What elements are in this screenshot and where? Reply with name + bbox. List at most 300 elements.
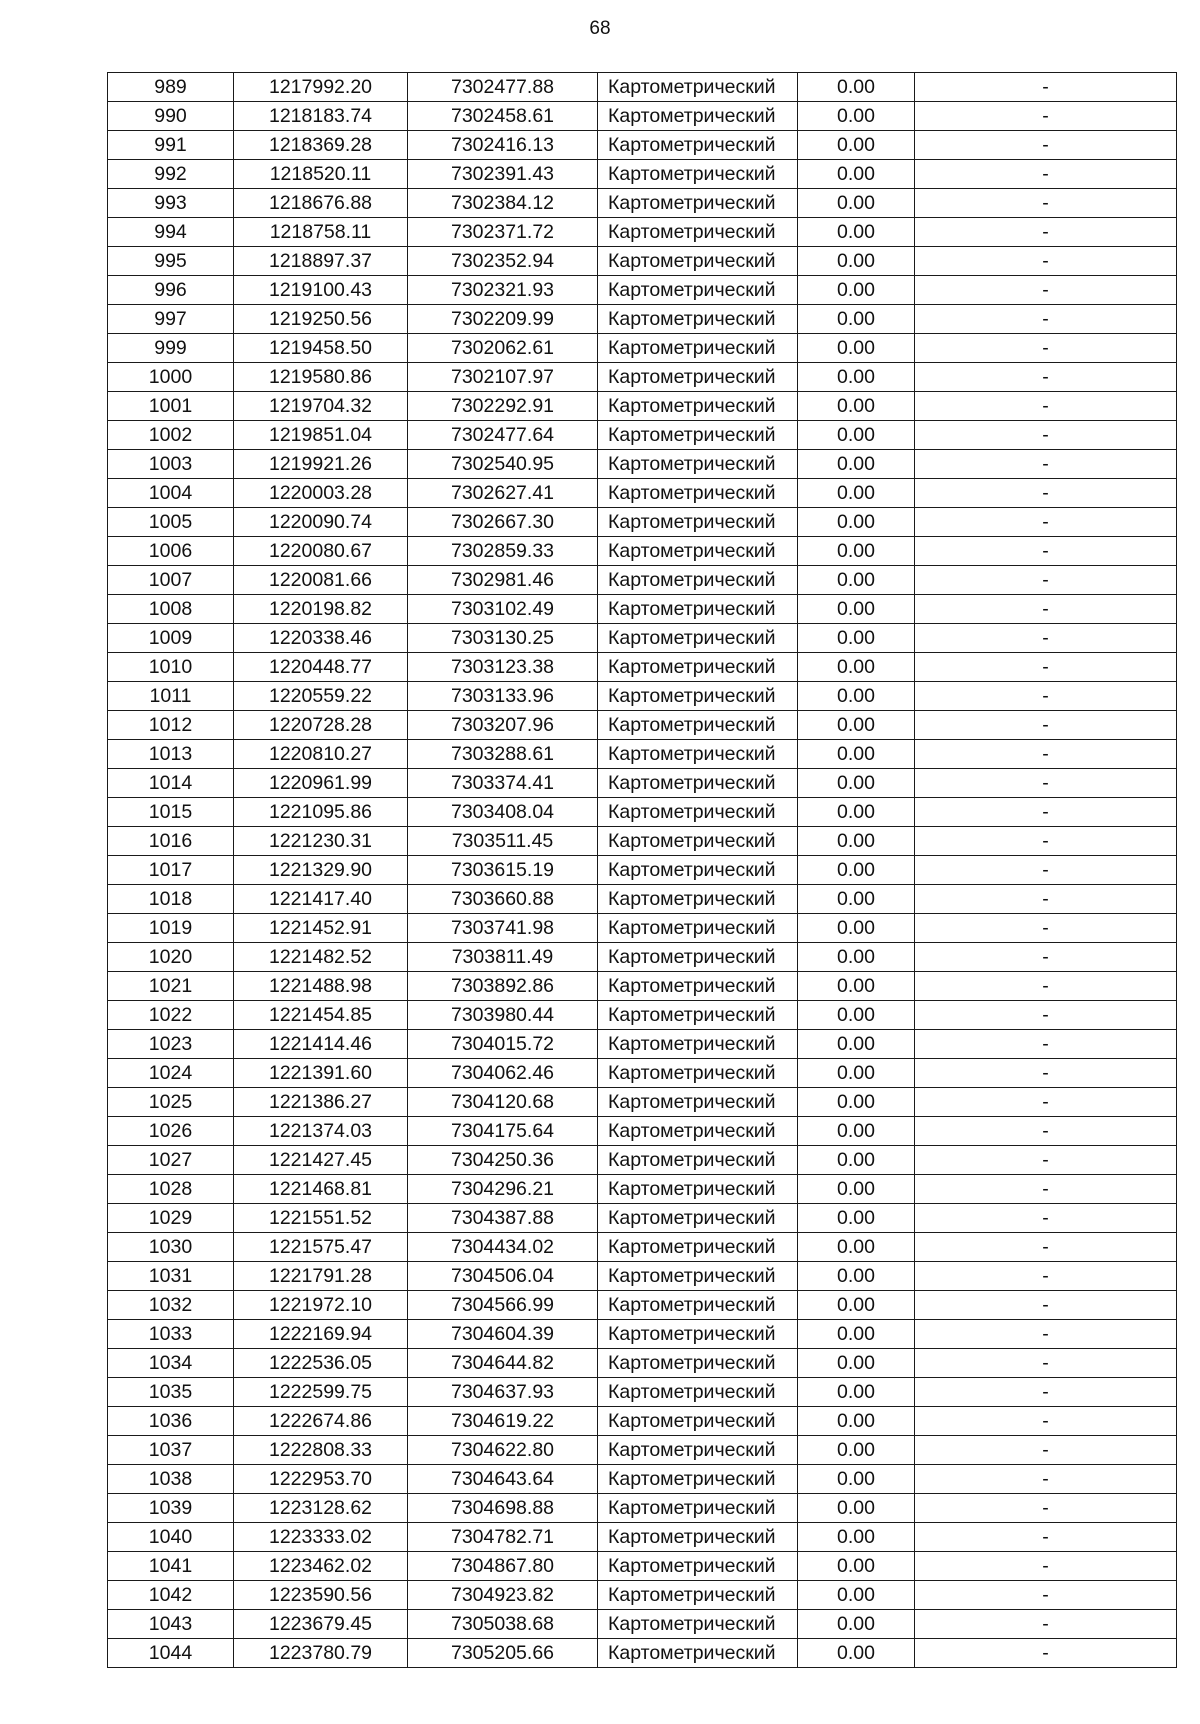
point-number-cell: 1032 [108, 1291, 234, 1320]
point-number-cell: 1000 [108, 363, 234, 392]
y-coordinate-cell: 7305038.68 [408, 1610, 598, 1639]
table-row [108, 595, 1177, 624]
x-coordinate-cell: 1218758.11 [234, 218, 408, 247]
method-cell: Картометрический [598, 1291, 798, 1320]
y-coordinate-cell: 7304175.64 [408, 1117, 598, 1146]
x-coordinate-cell: 1221791.28 [234, 1262, 408, 1291]
table-row [108, 160, 1177, 189]
method-cell: Картометрический [598, 914, 798, 943]
table-row [108, 769, 1177, 798]
note-cell: - [915, 1639, 1177, 1668]
y-coordinate-cell: 7304296.21 [408, 1175, 598, 1204]
x-coordinate-cell: 1219100.43 [234, 276, 408, 305]
accuracy-cell: 0.00 [798, 479, 915, 508]
accuracy-cell: 0.00 [798, 972, 915, 1001]
note-cell: - [915, 1349, 1177, 1378]
x-coordinate-cell: 1221414.46 [234, 1030, 408, 1059]
accuracy-cell: 0.00 [798, 1088, 915, 1117]
method-cell: Картометрический [598, 1175, 798, 1204]
x-coordinate-cell: 1220090.74 [234, 508, 408, 537]
x-coordinate-cell: 1220080.67 [234, 537, 408, 566]
accuracy-cell: 0.00 [798, 1146, 915, 1175]
table-row [108, 508, 1177, 537]
y-coordinate-cell: 7304923.82 [408, 1581, 598, 1610]
table-row [108, 334, 1177, 363]
point-number-cell: 1009 [108, 624, 234, 653]
table-body [108, 73, 1177, 1668]
method-cell: Картометрический [598, 740, 798, 769]
point-number-cell: 1004 [108, 479, 234, 508]
accuracy-cell: 0.00 [798, 711, 915, 740]
accuracy-cell: 0.00 [798, 798, 915, 827]
note-cell: - [915, 305, 1177, 334]
accuracy-cell: 0.00 [798, 682, 915, 711]
table-row [108, 1465, 1177, 1494]
note-cell: - [915, 740, 1177, 769]
note-cell: - [915, 392, 1177, 421]
note-cell: - [915, 537, 1177, 566]
x-coordinate-cell: 1220961.99 [234, 769, 408, 798]
point-number-cell: 1005 [108, 508, 234, 537]
note-cell: - [915, 1552, 1177, 1581]
method-cell: Картометрический [598, 1552, 798, 1581]
y-coordinate-cell: 7303130.25 [408, 624, 598, 653]
note-cell: - [915, 450, 1177, 479]
y-coordinate-cell: 7304062.46 [408, 1059, 598, 1088]
accuracy-cell: 0.00 [798, 160, 915, 189]
accuracy-cell: 0.00 [798, 1581, 915, 1610]
y-coordinate-cell: 7304015.72 [408, 1030, 598, 1059]
y-coordinate-cell: 7302667.30 [408, 508, 598, 537]
note-cell: - [915, 769, 1177, 798]
point-number-cell: 993 [108, 189, 234, 218]
x-coordinate-cell: 1221427.45 [234, 1146, 408, 1175]
note-cell: - [915, 73, 1177, 102]
method-cell: Картометрический [598, 1581, 798, 1610]
note-cell: - [915, 421, 1177, 450]
note-cell: - [915, 1001, 1177, 1030]
method-cell: Картометрический [598, 1639, 798, 1668]
note-cell: - [915, 276, 1177, 305]
y-coordinate-cell: 7304250.36 [408, 1146, 598, 1175]
table-row [108, 1639, 1177, 1668]
accuracy-cell: 0.00 [798, 1262, 915, 1291]
x-coordinate-cell: 1222169.94 [234, 1320, 408, 1349]
method-cell: Картометрический [598, 1204, 798, 1233]
point-number-cell: 1043 [108, 1610, 234, 1639]
y-coordinate-cell: 7304120.68 [408, 1088, 598, 1117]
method-cell: Картометрический [598, 1146, 798, 1175]
accuracy-cell: 0.00 [798, 1639, 915, 1668]
accuracy-cell: 0.00 [798, 885, 915, 914]
x-coordinate-cell: 1223590.56 [234, 1581, 408, 1610]
x-coordinate-cell: 1218897.37 [234, 247, 408, 276]
point-number-cell: 1028 [108, 1175, 234, 1204]
note-cell: - [915, 1088, 1177, 1117]
method-cell: Картометрический [598, 827, 798, 856]
method-cell: Картометрический [598, 1117, 798, 1146]
table-row [108, 1030, 1177, 1059]
x-coordinate-cell: 1221972.10 [234, 1291, 408, 1320]
accuracy-cell: 0.00 [798, 305, 915, 334]
note-cell: - [915, 711, 1177, 740]
point-number-cell: 1037 [108, 1436, 234, 1465]
y-coordinate-cell: 7302477.64 [408, 421, 598, 450]
y-coordinate-cell: 7302371.72 [408, 218, 598, 247]
accuracy-cell: 0.00 [798, 1494, 915, 1523]
x-coordinate-cell: 1222674.86 [234, 1407, 408, 1436]
table-row [108, 885, 1177, 914]
accuracy-cell: 0.00 [798, 740, 915, 769]
y-coordinate-cell: 7304506.04 [408, 1262, 598, 1291]
accuracy-cell: 0.00 [798, 102, 915, 131]
point-number-cell: 1019 [108, 914, 234, 943]
point-number-cell: 1039 [108, 1494, 234, 1523]
table-row [108, 943, 1177, 972]
table-row [108, 827, 1177, 856]
accuracy-cell: 0.00 [798, 450, 915, 479]
accuracy-cell: 0.00 [798, 624, 915, 653]
accuracy-cell: 0.00 [798, 595, 915, 624]
point-number-cell: 1040 [108, 1523, 234, 1552]
note-cell: - [915, 363, 1177, 392]
accuracy-cell: 0.00 [798, 1291, 915, 1320]
table-row [108, 1117, 1177, 1146]
x-coordinate-cell: 1218183.74 [234, 102, 408, 131]
method-cell: Картометрический [598, 566, 798, 595]
method-cell: Картометрический [598, 1349, 798, 1378]
y-coordinate-cell: 7303408.04 [408, 798, 598, 827]
y-coordinate-cell: 7304637.93 [408, 1378, 598, 1407]
y-coordinate-cell: 7304644.82 [408, 1349, 598, 1378]
point-number-cell: 990 [108, 102, 234, 131]
note-cell: - [915, 914, 1177, 943]
table-row [108, 972, 1177, 1001]
x-coordinate-cell: 1223462.02 [234, 1552, 408, 1581]
point-number-cell: 1030 [108, 1233, 234, 1262]
method-cell: Картометрический [598, 247, 798, 276]
note-cell: - [915, 1175, 1177, 1204]
accuracy-cell: 0.00 [798, 392, 915, 421]
accuracy-cell: 0.00 [798, 363, 915, 392]
point-number-cell: 999 [108, 334, 234, 363]
table-row [108, 73, 1177, 102]
table-row [108, 189, 1177, 218]
table-row [108, 653, 1177, 682]
x-coordinate-cell: 1219458.50 [234, 334, 408, 363]
y-coordinate-cell: 7304604.39 [408, 1320, 598, 1349]
table-row [108, 363, 1177, 392]
accuracy-cell: 0.00 [798, 1204, 915, 1233]
x-coordinate-cell: 1220810.27 [234, 740, 408, 769]
table-row [108, 1175, 1177, 1204]
method-cell: Картометрический [598, 392, 798, 421]
table-row [108, 1320, 1177, 1349]
y-coordinate-cell: 7302859.33 [408, 537, 598, 566]
note-cell: - [915, 1262, 1177, 1291]
x-coordinate-cell: 1221482.52 [234, 943, 408, 972]
method-cell: Картометрический [598, 885, 798, 914]
method-cell: Картометрический [598, 798, 798, 827]
note-cell: - [915, 1320, 1177, 1349]
y-coordinate-cell: 7303374.41 [408, 769, 598, 798]
accuracy-cell: 0.00 [798, 1001, 915, 1030]
x-coordinate-cell: 1221488.98 [234, 972, 408, 1001]
method-cell: Картометрический [598, 189, 798, 218]
method-cell: Картометрический [598, 595, 798, 624]
y-coordinate-cell: 7302391.43 [408, 160, 598, 189]
method-cell: Картометрический [598, 1378, 798, 1407]
table-row [108, 421, 1177, 450]
point-number-cell: 1021 [108, 972, 234, 1001]
table-row [108, 102, 1177, 131]
x-coordinate-cell: 1221575.47 [234, 1233, 408, 1262]
x-coordinate-cell: 1221454.85 [234, 1001, 408, 1030]
method-cell: Картометрический [598, 856, 798, 885]
table-row [108, 276, 1177, 305]
point-number-cell: 1014 [108, 769, 234, 798]
point-number-cell: 991 [108, 131, 234, 160]
accuracy-cell: 0.00 [798, 769, 915, 798]
note-cell: - [915, 1378, 1177, 1407]
method-cell: Картометрический [598, 1494, 798, 1523]
x-coordinate-cell: 1223333.02 [234, 1523, 408, 1552]
point-number-cell: 1027 [108, 1146, 234, 1175]
table-row [108, 1146, 1177, 1175]
table-row [108, 218, 1177, 247]
x-coordinate-cell: 1220559.22 [234, 682, 408, 711]
point-number-cell: 1016 [108, 827, 234, 856]
note-cell: - [915, 102, 1177, 131]
note-cell: - [915, 189, 1177, 218]
x-coordinate-cell: 1219580.86 [234, 363, 408, 392]
accuracy-cell: 0.00 [798, 1436, 915, 1465]
table-row [108, 479, 1177, 508]
y-coordinate-cell: 7302321.93 [408, 276, 598, 305]
y-coordinate-cell: 7304867.80 [408, 1552, 598, 1581]
note-cell: - [915, 1059, 1177, 1088]
x-coordinate-cell: 1220338.46 [234, 624, 408, 653]
y-coordinate-cell: 7302540.95 [408, 450, 598, 479]
table-row [108, 566, 1177, 595]
accuracy-cell: 0.00 [798, 653, 915, 682]
note-cell: - [915, 1146, 1177, 1175]
accuracy-cell: 0.00 [798, 1349, 915, 1378]
accuracy-cell: 0.00 [798, 1523, 915, 1552]
method-cell: Картометрический [598, 1233, 798, 1262]
accuracy-cell: 0.00 [798, 914, 915, 943]
table-row [108, 1204, 1177, 1233]
method-cell: Картометрический [598, 1610, 798, 1639]
method-cell: Картометрический [598, 682, 798, 711]
y-coordinate-cell: 7302107.97 [408, 363, 598, 392]
method-cell: Картометрический [598, 1030, 798, 1059]
note-cell: - [915, 1523, 1177, 1552]
method-cell: Картометрический [598, 653, 798, 682]
point-number-cell: 1036 [108, 1407, 234, 1436]
method-cell: Картометрический [598, 1059, 798, 1088]
point-number-cell: 989 [108, 73, 234, 102]
note-cell: - [915, 943, 1177, 972]
x-coordinate-cell: 1221374.03 [234, 1117, 408, 1146]
method-cell: Картометрический [598, 160, 798, 189]
point-number-cell: 994 [108, 218, 234, 247]
table-row [108, 1233, 1177, 1262]
accuracy-cell: 0.00 [798, 1610, 915, 1639]
note-cell: - [915, 624, 1177, 653]
note-cell: - [915, 160, 1177, 189]
y-coordinate-cell: 7302627.41 [408, 479, 598, 508]
y-coordinate-cell: 7303741.98 [408, 914, 598, 943]
note-cell: - [915, 1407, 1177, 1436]
x-coordinate-cell: 1221452.91 [234, 914, 408, 943]
y-coordinate-cell: 7303980.44 [408, 1001, 598, 1030]
point-number-cell: 1024 [108, 1059, 234, 1088]
y-coordinate-cell: 7303133.96 [408, 682, 598, 711]
note-cell: - [915, 1610, 1177, 1639]
method-cell: Картометрический [598, 1465, 798, 1494]
y-coordinate-cell: 7305205.66 [408, 1639, 598, 1668]
x-coordinate-cell: 1221551.52 [234, 1204, 408, 1233]
note-cell: - [915, 856, 1177, 885]
table-row [108, 1436, 1177, 1465]
note-cell: - [915, 798, 1177, 827]
x-coordinate-cell: 1221230.31 [234, 827, 408, 856]
y-coordinate-cell: 7304698.88 [408, 1494, 598, 1523]
method-cell: Картометрический [598, 624, 798, 653]
x-coordinate-cell: 1222808.33 [234, 1436, 408, 1465]
method-cell: Картометрический [598, 218, 798, 247]
method-cell: Картометрический [598, 334, 798, 363]
method-cell: Картометрический [598, 711, 798, 740]
method-cell: Картометрический [598, 1407, 798, 1436]
x-coordinate-cell: 1223679.45 [234, 1610, 408, 1639]
table-row [108, 1407, 1177, 1436]
method-cell: Картометрический [598, 363, 798, 392]
note-cell: - [915, 218, 1177, 247]
method-cell: Картометрический [598, 1001, 798, 1030]
y-coordinate-cell: 7304434.02 [408, 1233, 598, 1262]
table-row [108, 1552, 1177, 1581]
page-number: 68 [589, 18, 611, 39]
note-cell: - [915, 1117, 1177, 1146]
table-row [108, 450, 1177, 479]
method-cell: Картометрический [598, 305, 798, 334]
method-cell: Картометрический [598, 450, 798, 479]
point-number-cell: 1020 [108, 943, 234, 972]
table-row [108, 305, 1177, 334]
method-cell: Картометрический [598, 479, 798, 508]
table-row [108, 1349, 1177, 1378]
y-coordinate-cell: 7303511.45 [408, 827, 598, 856]
method-cell: Картометрический [598, 1088, 798, 1117]
coordinates-table-container [107, 72, 1176, 1668]
x-coordinate-cell: 1220081.66 [234, 566, 408, 595]
y-coordinate-cell: 7303102.49 [408, 595, 598, 624]
accuracy-cell: 0.00 [798, 943, 915, 972]
point-number-cell: 1042 [108, 1581, 234, 1610]
method-cell: Картометрический [598, 276, 798, 305]
table-row [108, 682, 1177, 711]
method-cell: Картометрический [598, 508, 798, 537]
point-number-cell: 1035 [108, 1378, 234, 1407]
point-number-cell: 1038 [108, 1465, 234, 1494]
point-number-cell: 1002 [108, 421, 234, 450]
point-number-cell: 1007 [108, 566, 234, 595]
accuracy-cell: 0.00 [798, 276, 915, 305]
x-coordinate-cell: 1219704.32 [234, 392, 408, 421]
accuracy-cell: 0.00 [798, 189, 915, 218]
table-row [108, 1291, 1177, 1320]
method-cell: Картометрический [598, 131, 798, 160]
accuracy-cell: 0.00 [798, 131, 915, 160]
y-coordinate-cell: 7302416.13 [408, 131, 598, 160]
point-number-cell: 1001 [108, 392, 234, 421]
y-coordinate-cell: 7304619.22 [408, 1407, 598, 1436]
y-coordinate-cell: 7302062.61 [408, 334, 598, 363]
x-coordinate-cell: 1221417.40 [234, 885, 408, 914]
x-coordinate-cell: 1222536.05 [234, 1349, 408, 1378]
x-coordinate-cell: 1221329.90 [234, 856, 408, 885]
y-coordinate-cell: 7302981.46 [408, 566, 598, 595]
point-number-cell: 1023 [108, 1030, 234, 1059]
point-number-cell: 1041 [108, 1552, 234, 1581]
accuracy-cell: 0.00 [798, 1175, 915, 1204]
x-coordinate-cell: 1219250.56 [234, 305, 408, 334]
table-row [108, 798, 1177, 827]
method-cell: Картометрический [598, 943, 798, 972]
table-row [108, 914, 1177, 943]
x-coordinate-cell: 1219921.26 [234, 450, 408, 479]
x-coordinate-cell: 1220728.28 [234, 711, 408, 740]
method-cell: Картометрический [598, 73, 798, 102]
point-number-cell: 1013 [108, 740, 234, 769]
y-coordinate-cell: 7303660.88 [408, 885, 598, 914]
y-coordinate-cell: 7302292.91 [408, 392, 598, 421]
x-coordinate-cell: 1221095.86 [234, 798, 408, 827]
point-number-cell: 1015 [108, 798, 234, 827]
method-cell: Картометрический [598, 1320, 798, 1349]
table-row [108, 1610, 1177, 1639]
accuracy-cell: 0.00 [798, 1407, 915, 1436]
table-row [108, 247, 1177, 276]
accuracy-cell: 0.00 [798, 247, 915, 276]
x-coordinate-cell: 1218676.88 [234, 189, 408, 218]
x-coordinate-cell: 1218520.11 [234, 160, 408, 189]
x-coordinate-cell: 1220448.77 [234, 653, 408, 682]
method-cell: Картометрический [598, 1523, 798, 1552]
note-cell: - [915, 1291, 1177, 1320]
table-row [108, 1581, 1177, 1610]
y-coordinate-cell: 7304387.88 [408, 1204, 598, 1233]
point-number-cell: 992 [108, 160, 234, 189]
note-cell: - [915, 334, 1177, 363]
x-coordinate-cell: 1222953.70 [234, 1465, 408, 1494]
table-row [108, 1494, 1177, 1523]
table-row [108, 1523, 1177, 1552]
accuracy-cell: 0.00 [798, 1465, 915, 1494]
note-cell: - [915, 1233, 1177, 1262]
note-cell: - [915, 508, 1177, 537]
point-number-cell: 1026 [108, 1117, 234, 1146]
method-cell: Картометрический [598, 769, 798, 798]
method-cell: Картометрический [598, 972, 798, 1001]
accuracy-cell: 0.00 [798, 566, 915, 595]
x-coordinate-cell: 1221468.81 [234, 1175, 408, 1204]
y-coordinate-cell: 7304566.99 [408, 1291, 598, 1320]
method-cell: Картометрический [598, 1436, 798, 1465]
point-number-cell: 1018 [108, 885, 234, 914]
